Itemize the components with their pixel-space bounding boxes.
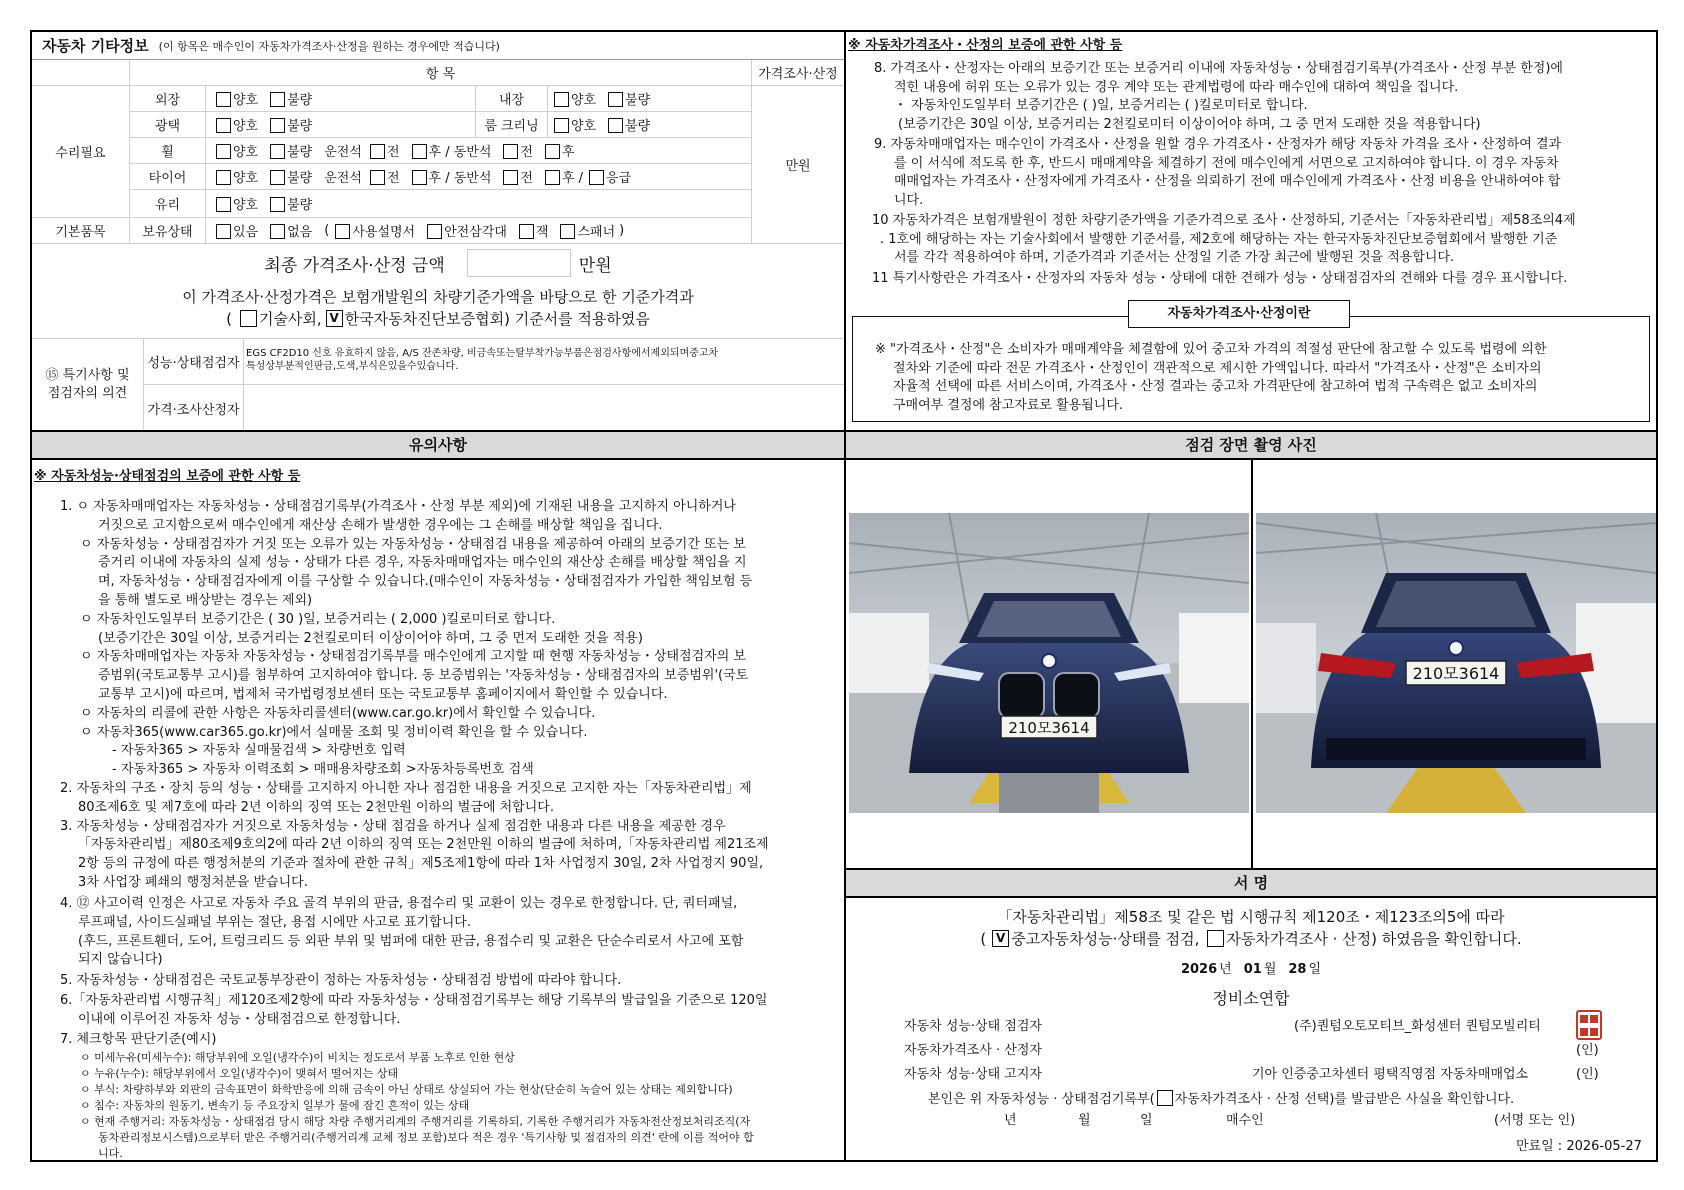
tire-prear-checkbox[interactable] [545, 170, 560, 185]
wheel-passenger-front-option[interactable] [503, 141, 533, 160]
wheel-driver-label: 운전석 [324, 145, 362, 160]
other-info-note: (이 항목은 매수인이 자동차가격조사·산정을 원하는 경우에만 적습니다) [158, 39, 500, 53]
item-9-line4: 니다. [894, 192, 924, 208]
tire-passenger-rear-option[interactable] [545, 167, 583, 186]
price-inspector-label: 가격·조사산정자 [144, 385, 244, 431]
criteria-line-3: ㅇ 부식: 차량하부와 외판의 금속표면이 화학반응에 의해 금속이 아닌 상태로 상실되어 가는 현상(단순히 녹슬어 있는 상태는 제외합니다) [80, 1083, 733, 1096]
notes-line-6: 을 통해 별도로 배상받는 경우는 제외) [98, 593, 313, 608]
notes-section [32, 460, 844, 1160]
inspector-value: (주)퀀텀오토모티브_화성센터 퀀텀모빌리티 [1294, 1019, 1541, 1034]
ack-row [928, 1088, 1514, 1107]
row-exterior-label: 외장 [130, 86, 206, 112]
criteria-line-7: 니다. [98, 1147, 123, 1160]
repair-needed-label: 수리필요 [32, 86, 130, 218]
rear-plate: 210모3614 [1412, 664, 1500, 683]
option-label: 불량 [287, 198, 313, 213]
col-header-blank [32, 60, 130, 86]
criteria-line-6: 동차관리정보시스템)으로부터 받은 주행거리(주행거리계 교체 정보 포함)보다 적은 경우 '특기사항 및 점검자의 의견' 란에 이를 적어야 합 [98, 1131, 754, 1144]
notes-line-5: 며, 자동차성능・상태점검자에게 이를 구상할 수 있습니다.(매수인이 자동차성능・상태점검자가 가입한 책임보험 등 [98, 574, 753, 590]
seal-mark [1590, 1015, 1598, 1023]
perf-inspector-label: 성능·상태점검자 [144, 339, 244, 385]
final-amount-label: 최종 가격조사·산정 금액 [264, 255, 445, 276]
owned-none-checkbox[interactable] [270, 224, 285, 239]
sign-date [846, 958, 1656, 977]
glass-good-checkbox[interactable] [216, 197, 231, 212]
tire-rear-passenger-option[interactable] [412, 167, 492, 186]
notes-line-16: 2. 자동차의 구조・장치 등의 성능・상태를 고지하지 아니한 자나 점검한 내용을 거짓으로 고지한 자는「자동차관리법」제 [60, 781, 752, 796]
room-bad-option[interactable] [608, 115, 650, 134]
jack-option[interactable] [519, 221, 549, 240]
tire-bad-option[interactable] [270, 167, 312, 186]
item-8-line2: 적힌 내용에 허위 또는 오류가 있는 경우 계약 또는 관계법령에 따라 매수인에 대하여 책임을 집니다. [894, 79, 1459, 95]
tire-pfront-checkbox[interactable] [503, 170, 518, 185]
col-header-item: 항 목 [130, 60, 752, 86]
notes-line-10: 증범위(국토교통부 고시)를 첨부하여 고지하여야 합니다. 동 보증범위는 '자동차성능・상태점검자의 보증범위'(국토 [98, 668, 749, 684]
ack-price-checkbox[interactable] [1157, 1090, 1173, 1106]
tire-passenger-front-option[interactable] [503, 167, 533, 186]
wheel-pfront-checkbox[interactable] [503, 144, 518, 159]
seal-mark [1580, 1028, 1588, 1036]
signature-section [846, 898, 1656, 1160]
option-label: 불량 [287, 119, 313, 134]
row-polish-options [206, 112, 476, 138]
price-unit: 만원 [785, 159, 811, 174]
row-exterior-options [206, 86, 476, 112]
notes-line-12: ㅇ 자동차의 리콜에 관한 사항은 자동차리콜센터(www.car.go.kr)에서 확인할 수 있습니다. [80, 705, 596, 721]
front-plate: 210모3614 [1008, 719, 1090, 737]
row-interior-options [548, 86, 752, 112]
price-assessor-label: 자동차가격조사 · 산정자 [904, 1043, 1042, 1058]
polish-good-checkbox[interactable] [216, 118, 231, 133]
confirm-paren: ( [980, 929, 987, 948]
wheel-front-checkbox[interactable] [370, 144, 385, 159]
row-owned-options [206, 218, 752, 244]
price-definition-title: 자동차가격조사·산정이란 [1128, 300, 1350, 328]
row-polish-label: 광택 [130, 112, 206, 138]
option-label: 안전삼각대 [444, 225, 507, 240]
wheel-rear-passenger-option[interactable] [412, 141, 492, 160]
glass-good-option[interactable] [216, 194, 258, 213]
sign-day-unit: 일 [1308, 962, 1322, 977]
front-car-image [849, 513, 1249, 813]
notes-line-8: (보증기간은 30일 이상, 보증거리는 2천킬로미터 이상이어야 하며, 그 중 먼저 도래한 것을 적용) [98, 630, 643, 646]
ack-month: 월 [1078, 1113, 1091, 1128]
row-owned-label: 보유상태 [130, 218, 206, 244]
option-label: 양호 [233, 93, 259, 108]
notes-line-20: 2항 등의 규정에 따른 행정처분의 기준과 절차에 관한 규칙」제5조제1항에 따라 1차 사업정지 30일, 2차 사업정지 90일, [78, 856, 764, 872]
option-label: 전 [520, 171, 533, 186]
col-header-price: 가격조사·산정 [752, 60, 844, 86]
notifier-value: 기아 인증중고차센터 평택직영점 자동차매매업소 [1252, 1067, 1529, 1082]
notes-bar: 유의사항 [32, 430, 844, 460]
notifier-seal: (인) [1576, 1067, 1599, 1082]
final-amount-input[interactable] [467, 249, 571, 277]
option-label: 전 [520, 145, 533, 160]
manual-option[interactable] [335, 221, 415, 240]
option-label: 양호 [233, 119, 259, 134]
tire-good-option[interactable] [216, 167, 258, 186]
item-8-line3: ・ 자동차인도일부터 보증기간은 ( )일, 보증거리는 ( )킬로미터로 합니다. [894, 98, 1308, 113]
notifier-label: 자동차 성능·상태 고지자 [904, 1067, 1042, 1082]
notes-line-18: 3. 자동차성능・상태점검자가 거짓으로 자동차성능・상태 점검을 하거나 실제 점검한 내용과 다른 내용을 제공한 경우 [60, 818, 726, 834]
basis-paren: ( [226, 309, 232, 328]
option-label: 잭 [535, 225, 549, 240]
item-11: 11 특기사항란은 가격조사・산정자의 자동차 성능・상태에 대한 견해가 성능・상태점검자의 견해와 다를 경우 표시합니다. [872, 271, 1568, 286]
option-label: 후 / 동반석 [428, 145, 492, 160]
item-8-line1: 8. 가격조사・산정자는 아래의 보증기간 또는 보증거리 이내에 자동차성능・상태점검기록부(가격조사・산정 부분 한정)에 [874, 61, 1563, 76]
tire-rear-checkbox[interactable] [412, 170, 427, 185]
price-definition-line1: ※ "가격조사・산정"은 소비자가 매매계약을 체결함에 있어 중고차 가격의 적절성 판단에 참고할 수 있도록 법령에 의한 [875, 342, 1547, 357]
used-car-inspection-checkbox[interactable]: V [992, 930, 1009, 947]
photo-divider [1251, 460, 1253, 868]
tire-driver-label: 운전석 [324, 171, 362, 186]
interior-bad-option[interactable] [608, 89, 650, 108]
notes-line-22: 4. ⑫ 사고이력 인정은 사고로 자동차 주요 골격 부위의 판금, 용접수리 및 교환이 있는 경우로 한정합니다. 단, 쿼터패널, [60, 896, 738, 911]
option-label: 스패너 [577, 225, 616, 240]
other-info-header [32, 32, 844, 60]
notes-line-2: 거짓으로 고지함으로써 매수인에게 재산상 손해가 발생한 경우에는 그 손해를 배상할 책임을 집니다. [98, 517, 663, 533]
basis-standard-row [32, 308, 844, 329]
sign-law-text: 「자동차관리법」제58조 및 같은 법 시행규칙 제120조・제123조의5에 따라 [997, 908, 1505, 926]
owned-none-option[interactable] [270, 221, 312, 240]
notes-line-25: 되지 않습니다) [78, 952, 163, 968]
option-label: 전 [386, 145, 400, 160]
glass-bad-option[interactable] [270, 194, 312, 213]
criteria-line-1: ㅇ 미세누유(미세누수): 해당부위에 오일(냉각수)이 비치는 정도로서 부품 노후로 인한 현상 [80, 1051, 515, 1064]
ack-day: 일 [1140, 1113, 1153, 1128]
option-label: 양호 [233, 198, 259, 213]
confirm-price-label: 자동차가격조사 · 산정) 하였음을 확인합니다. [1226, 930, 1522, 948]
confirm-inspection-label: 중고자동차성능·상태를 점검, [1011, 930, 1200, 948]
row-glass-options [206, 190, 752, 218]
room-good-checkbox[interactable] [554, 118, 569, 133]
sign-org: 정비소연합 [1212, 989, 1290, 1008]
tech-society-label: 기술사회, [258, 310, 322, 328]
sign-day: 28 [1288, 962, 1307, 977]
option-label: 양호 [233, 145, 259, 160]
spanner-checkbox[interactable] [560, 224, 575, 239]
wheel-good-checkbox[interactable] [216, 144, 231, 159]
item-10-line2: . 1호에 해당하는 자는 기술사회에서 발행한 기준서를, 제2호에 해당하는 자는 한국자동차진단보증협회에서 발행한 기준 [880, 231, 1558, 247]
rear-car-image [1256, 513, 1656, 813]
other-info-section [32, 32, 844, 430]
tire-emergency-option[interactable] [589, 167, 631, 186]
basic-items-label: 기본품목 [32, 218, 130, 244]
notes-line-4: 증거리 이내에 자동차의 실제 성능・상태가 다른 경우, 자동차매매업자는 매수인의 재산상 손해를 배상할 책임을 지 [98, 555, 747, 571]
interior-good-option[interactable] [554, 89, 596, 108]
option-label: 양호 [571, 119, 597, 134]
exterior-bad-option[interactable] [270, 89, 312, 108]
polish-good-option[interactable] [216, 115, 258, 134]
option-label: 불량 [625, 93, 651, 108]
triangle-option[interactable] [427, 221, 507, 240]
interior-bad-checkbox[interactable] [608, 92, 623, 107]
item-10-line1: 10 자동차가격은 보험개발원이 정한 차량기준가액을 기준가격으로 조사・산정하되, 기준서는「자동차관리법」제58조의4제 [872, 213, 1576, 228]
inspector-label: 자동차 성능·상태 점검자 [904, 1019, 1042, 1034]
price-warranty-heading: ※ 자동차가격조사・산정의 보증에 관한 사항 등 [848, 38, 1123, 53]
row-room-cleaning-label: 룸 크리닝 [476, 112, 548, 138]
photos-bar: 점검 장면 촬영 사진 [846, 430, 1656, 460]
polish-bad-checkbox[interactable] [270, 118, 285, 133]
basis-text: 이 가격조사·산정가격은 보험개발원의 차량기준가액을 바탕으로 한 기준가격과 [182, 288, 694, 306]
ack-year: 년 [1004, 1113, 1017, 1128]
option-label: 응급 [606, 171, 632, 186]
notes-line-15: - 자동차365 > 자동차 이력조회 > 매매용차량조회 >자동차등록번호 검색 [112, 762, 534, 778]
item-9-line1: 9. 자동차매매업자는 매수인이 가격조사・산정을 원할 경우 가격조사・산정자가 해당 자동차 가격을 조사・산정하여 결과 [874, 137, 1562, 152]
notes-line-9: ㅇ 자동차매매업자는 자동차 자동차성능・상태점검기록부를 매수인에게 고지할 때 현행 자동차성능・상태점검자의 보 [80, 649, 746, 665]
tire-front-option[interactable] [370, 167, 400, 186]
option-label: 불량 [287, 171, 313, 186]
kadi-label: 한국자동차진단보증협회) 기준서를 적용하였음 [344, 310, 650, 328]
row-tire-label: 타이어 [130, 164, 206, 190]
spanner-option[interactable] [560, 221, 615, 240]
item-10-line3: 서를 각각 적용하여야 하며, 기준가격과 기준서는 산정일 기준 가장 최근에 발행된 것을 적용합니다. [894, 250, 1455, 265]
sign-month-unit: 월 [1263, 962, 1277, 977]
triangle-checkbox[interactable] [427, 224, 442, 239]
price-definition-box [852, 316, 1650, 422]
tech-society-checkbox[interactable] [240, 310, 257, 327]
inspector-seal [1576, 1010, 1602, 1040]
row-wheel-options [206, 138, 752, 164]
criteria-line-4: ㅇ 침수: 자동차의 원동기, 변속기 등 주요장치 일부가 물에 잠긴 흔적이 있는 상태 [80, 1099, 470, 1112]
criteria-line-5: ㅇ 현재 주행거리: 자동차성능・상태점검 당시 해당 차량 주행거리계의 주행거리를 기록하되, 기록한 주행거리가 자동차전산정보처리조직(자 [80, 1115, 751, 1128]
glass-bad-checkbox[interactable] [270, 197, 285, 212]
option-label: 양호 [233, 171, 259, 186]
exterior-bad-checkbox[interactable] [270, 92, 285, 107]
notes-line-23: 루프패널, 사이드실패널 부위는 절단, 용접 시에만 사고로 표기합니다. [78, 914, 471, 930]
special-notes-label [32, 339, 144, 431]
wheel-bad-checkbox[interactable] [270, 144, 285, 159]
notes-line-7: ㅇ 자동차인도일부터 보증기간은 ( 30 )일, 보증거리는 ( 2,000 )킬로미터로 합니다. [80, 611, 556, 627]
final-amount-row [32, 246, 844, 280]
item-9-line3: 매매업자는 가격조사・산정자에게 가격조사・산정을 의뢰하기 전에 매수인에게 가격조사・산정 비용을 안내하여야 합 [894, 174, 1561, 189]
item-9-line2: 를 이 서식에 적도록 한 후, 반드시 매매계약을 체결하기 전에 매수인에게 서면으로 고지하여야 합니다. 이 경우 자동차 [894, 155, 1559, 171]
owned-paren-open: ( [324, 223, 330, 238]
option-label: 후 / [561, 171, 584, 186]
notes-line-19: 「자동차관리법」제80조제9호의2에 따라 2년 이하의 징역 또는 2천만원 이하의 벌금에 처하며,「자동차관리법 제21조제 [78, 837, 769, 853]
notes-line-14: - 자동차365 > 자동차 실매물검색 > 차량번호 입력 [112, 743, 406, 759]
owned-have-checkbox[interactable] [216, 224, 231, 239]
notes-line-27: 6.「자동차관리법 시행규칙」제120조제2항에 따라 자동차성능・상태점검기록부는 해당 기록부의 발급일을 기준으로 120일 [60, 993, 768, 1008]
final-amount-unit: 만원 [578, 255, 612, 276]
row-glass-label: 유리 [130, 190, 206, 218]
notes-line-11: 교통부 고시)에 따르며, 법제처 국가법령정보센터 또는 국토교통부 홈페이지에서 확인할 수 있습니다. [98, 687, 668, 702]
wheel-good-option[interactable] [216, 141, 258, 160]
notes-line-13: ㅇ 자동차365(www.car365.go.kr)에서 실매물 조회 및 정비이력 확인을 할 수 있습니다. [80, 724, 588, 740]
special-notes-table [32, 338, 844, 430]
notes-line-17: 80조제6호 및 제7호에 따라 2년 이하의 징역 또는 2천만원 이하의 벌금에 처합니다. [78, 799, 554, 815]
tire-front-checkbox[interactable] [370, 170, 385, 185]
option-label: 불량 [625, 119, 651, 134]
option-label: 전 [386, 171, 400, 186]
front-photo [849, 513, 1249, 813]
other-info-title: 자동차 기타정보 [42, 37, 149, 55]
exterior-good-option[interactable] [216, 89, 258, 108]
option-label: 없음 [287, 225, 313, 240]
price-unit-cell [752, 86, 844, 244]
price-assessor-seal: (인) [1576, 1043, 1599, 1058]
option-label: 있음 [233, 225, 259, 240]
notes-line-3: ㅇ 자동차성능・상태점검자가 거짓 또는 오류가 있는 자동차성능・상태점검 내용을 제공하여 아래의 보증기간 또는 보 [80, 536, 746, 552]
option-label: 불량 [287, 145, 313, 160]
perf-note-line2: 특성상부분적인판금,도색,부식은있을수있습니다. [246, 361, 459, 372]
row-room-cleaning-options [548, 112, 752, 138]
option-label: 불량 [287, 93, 313, 108]
wheel-bad-option[interactable] [270, 141, 312, 160]
row-tire-options [206, 164, 752, 190]
item-8-line4: (보증기간은 30일 이상, 보증거리는 2천킬로미터 이상이어야 하며, 그 중 먼저 도래한 것을 적용합니다) [898, 116, 1481, 132]
perf-inspector-note [244, 339, 844, 385]
owned-have-option[interactable] [216, 221, 258, 240]
special-label-line1: ⑮ 특기사항 및 [45, 368, 130, 383]
price-survey-checkbox[interactable] [1207, 930, 1224, 947]
price-definition-line2: 절차와 기준에 따라 전문 가격조사・산정인이 객관적으로 제시한 가액입니다. 따라서 "가격조사・산정"은 소비자의 [893, 360, 1542, 376]
wheel-prear-checkbox[interactable] [545, 144, 560, 159]
interior-good-checkbox[interactable] [554, 92, 569, 107]
tire-emergency-checkbox[interactable] [589, 170, 604, 185]
signature-bar: 서 명 [846, 868, 1656, 898]
kadi-checkbox[interactable]: V [326, 310, 343, 327]
exterior-good-checkbox[interactable] [216, 92, 231, 107]
row-wheel-label: 휠 [130, 138, 206, 164]
criteria-line-2: ㅇ 누유(누수): 해당부위에서 오일(냉각수)이 맺혀서 떨어지는 상태 [80, 1067, 399, 1080]
perf-note-line1: EGS CF2D10 신호 유효하지 않음, A/S 잔존차량, 비금속또는탈부착가능부품은점검사항에서제외되며중고차 [246, 348, 719, 359]
wheel-rear-checkbox[interactable] [412, 144, 427, 159]
price-definition-line4: 구매여부 결정에 참고자료로 활용됩니다. [893, 397, 1124, 413]
polish-bad-option[interactable] [270, 115, 312, 134]
rear-photo [1256, 513, 1656, 813]
sign-year-unit: 년 [1219, 962, 1232, 977]
room-good-option[interactable] [554, 115, 596, 134]
manual-checkbox[interactable] [335, 224, 350, 239]
ack-text-b: 자동차가격조사 · 산정 선택)를 발급받은 사실을 확인합니다. [1174, 1092, 1515, 1107]
seal-mark [1590, 1028, 1598, 1036]
option-label: 사용설명서 [352, 225, 416, 240]
notes-line-28: 이내에 이루어진 자동차 성능・상태점검으로 한정합니다. [78, 1011, 401, 1027]
wheel-front-option[interactable] [370, 141, 400, 160]
owned-paren-close: ) [619, 223, 625, 238]
option-label: 후 [561, 145, 575, 160]
notes-line-26: 5. 자동차성능・상태점검은 국토교통부장관이 정하는 자동차성능・상태점검 방법에 따라야 합니다. [60, 973, 622, 988]
wheel-passenger-rear-option[interactable] [545, 141, 575, 160]
seal-mark [1580, 1015, 1588, 1023]
ack-text-a: 본인은 위 자동차성능 · 상태점검기록부( [928, 1092, 1155, 1107]
tire-good-checkbox[interactable] [216, 170, 231, 185]
notes-line-21: 3차 사업장 폐쇄의 행정처분을 받습니다. [78, 875, 308, 890]
buyer-sign: (서명 또는 인) [1494, 1113, 1576, 1128]
notes-line-1: 1. ㅇ 자동차매매업자는 자동차성능・상태점검기록부(가격조사・산정 부분 제외)에 기재된 내용을 고지하지 아니하거나 [60, 499, 736, 514]
notes-line-29: 7. 체크항목 판단기준(예시) [60, 1032, 217, 1047]
room-bad-checkbox[interactable] [608, 118, 623, 133]
price-definition-line3: 자율적 선택에 따른 서비스이며, 가격조사・산정 결과는 중고차 가격판단에 참고하여 법적 구속력은 없고 소비자의 [893, 379, 1538, 394]
tire-bad-checkbox[interactable] [270, 170, 285, 185]
special-label-line2: 점검자의 의견 [47, 386, 128, 401]
jack-checkbox[interactable] [519, 224, 534, 239]
sign-year: 2026 [1180, 962, 1218, 977]
option-label: 양호 [571, 93, 597, 108]
row-interior-label: 내장 [476, 86, 548, 112]
notes-heading: ※ 자동차성능·상태점검의 보증에 관한 사항 등 [34, 469, 301, 484]
sign-confirm-row [846, 928, 1656, 949]
buyer-label: 매수인 [1226, 1113, 1264, 1128]
option-label: 후 / 동반석 [428, 171, 492, 186]
price-warranty-section [846, 32, 1656, 430]
notes-line-24: (후드, 프론트휀더, 도어, 트렁크리드 등 외판 부위 및 범퍼에 대한 판금, 용접수리 및 교환은 단순수리로서 사고에 포함 [78, 933, 744, 949]
expiry-date: 만료일 : 2026-05-27 [1516, 1139, 1642, 1154]
sign-month: 01 [1243, 962, 1262, 977]
